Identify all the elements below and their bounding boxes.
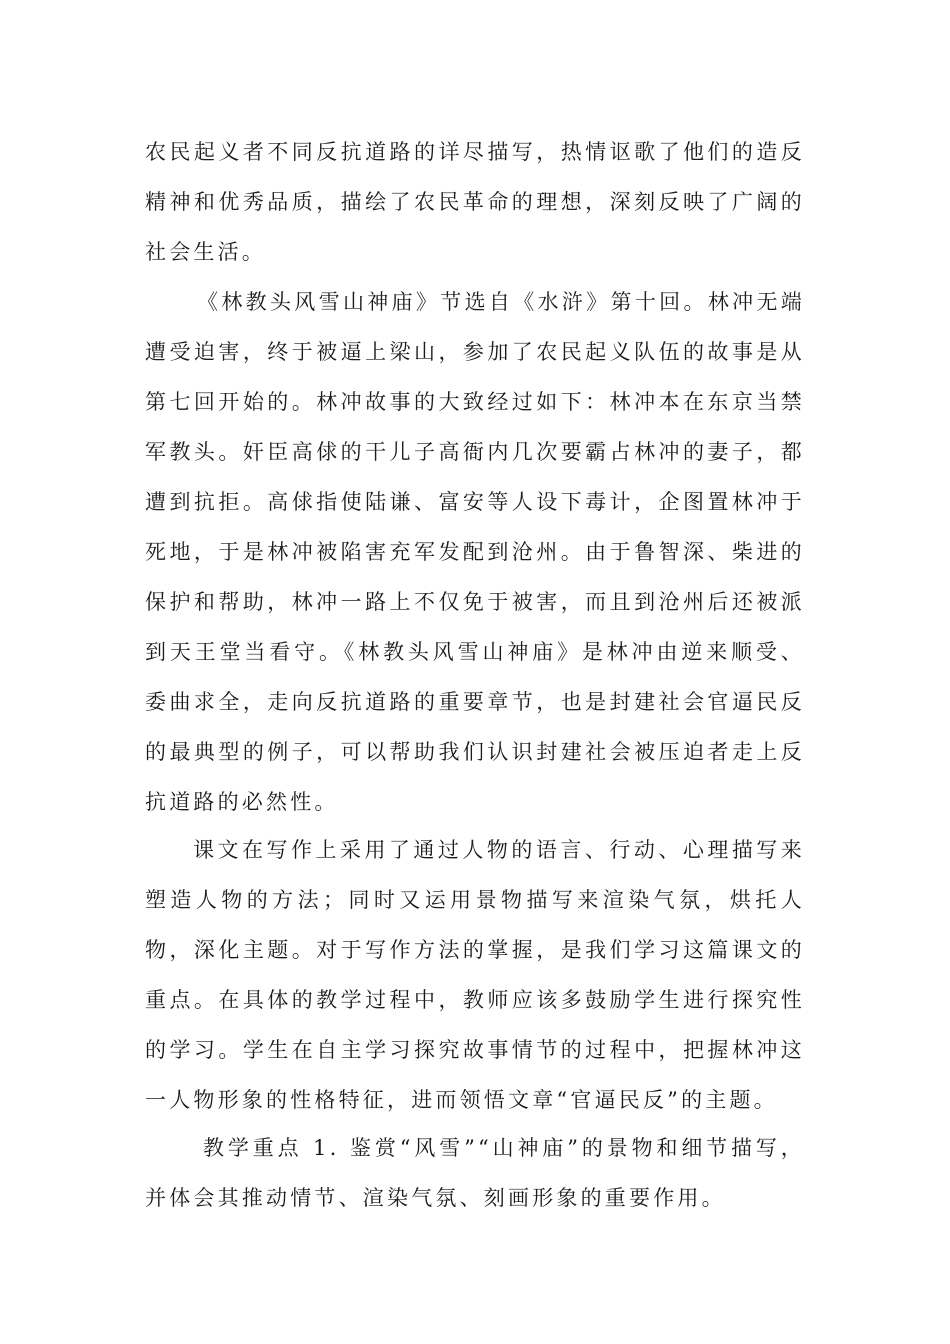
paragraph-writing-methods: 课文在写作上采用了通过人物的语言、行动、心理描写来塑造人物的方法；同时又运用景物描写来渲染气氛，烘托人物，深化主题。对于写作方法的掌握，是我们学习这篇课文的重点。在具体的教学过程中，教师应该多鼓励学生进行探究性的学习。学生在自主学习探究故事情节的过程中，把握林冲这一人物形象的性格特征，进而领悟文章“官逼民反”的主题。 bbox=[145, 838, 805, 1112]
paragraph-teaching-focus: 教学重点 1. 鉴赏“风雪”“山神庙”的景物和细节描写，并体会其推动情节、渲染气氛、刻画形象的重要作用。 bbox=[145, 1136, 805, 1210]
paragraph-lin-chong-background: 《林教头风雪山神庙》节选自《水浒》第十回。林冲无端遭受迫害，终于被逼上梁山，参加了农民起义队伍的故事是从第七回开始的。林冲故事的大致经过如下：林冲本在东京当禁军教头。奸臣高俅的干儿子高衙内几次要霸占林冲的妻子，都遭到抗拒。高俅指使陆谦、富安等人设下毒计，企图置林冲于死地，于是林冲被陷害充军发配到沧州。由于鲁智深、柴进的保护和帮助，林冲一路上不仅免于被害，而且到沧州后还被派到天王堂当看守。《林教头风雪山神庙》是林冲由逆来顺受、委曲求全，走向反抗道路的重要章节，也是封建社会官逼民反的最典型的例子，可以帮助我们认识封建社会被压迫者走上反抗道路的必然性。 bbox=[145, 290, 805, 814]
paragraph-intro-continuation: 农民起义者不同反抗道路的详尽描写，热情讴歌了他们的造反精神和优秀品质，描绘了农民革命的理想，深刻反映了广阔的社会生活。 bbox=[145, 140, 805, 264]
